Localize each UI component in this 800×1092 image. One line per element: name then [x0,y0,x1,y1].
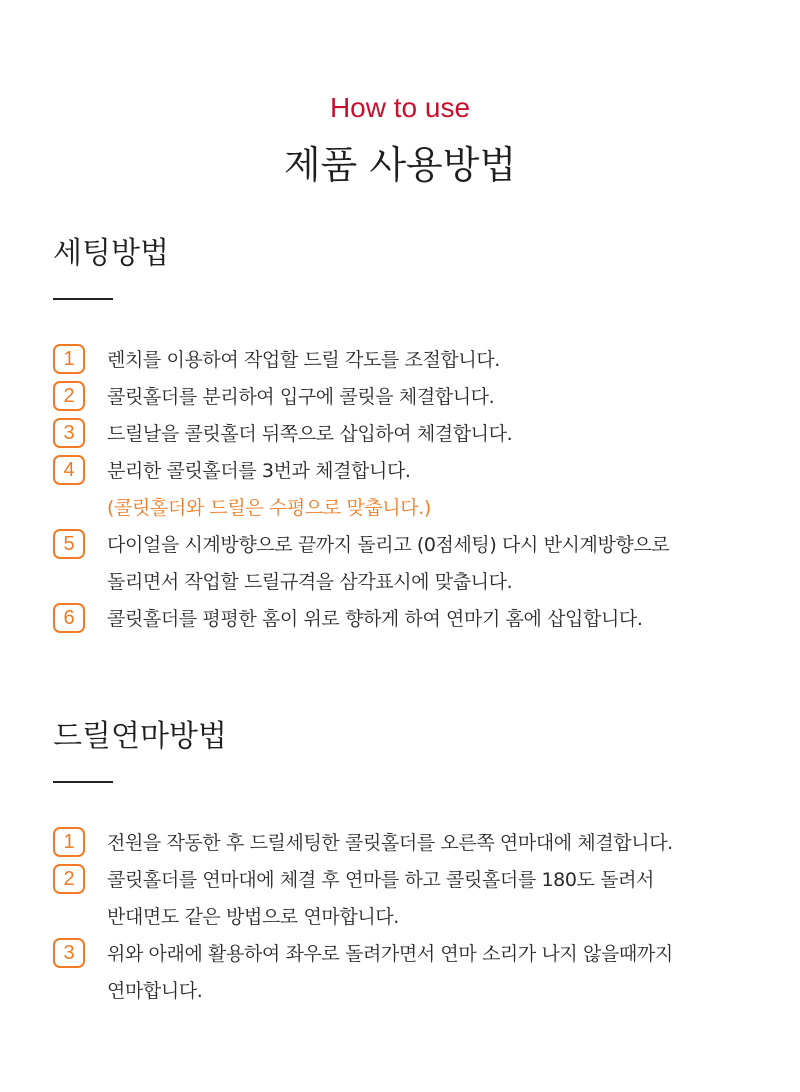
grinding-heading: 드릴연마방법 [53,719,227,754]
setting-steps [53,342,753,638]
step-number-badge: 2 [53,381,85,411]
setting-step-4 [53,453,753,527]
setting-step-5 [53,527,753,601]
step-text: 다이얼을 시계방향으로 끝까지 돌리고 (0점세팅) 다시 반시계방향으로 [107,534,670,556]
step-number-badge: 4 [53,455,85,485]
step-text: 분리한 콜릿홀더를 3번과 체결합니다. [107,460,411,482]
step-text: 드릴날을 콜릿홀더 뒤쪽으로 삽입하여 체결합니다. [107,423,513,445]
step-text: 렌치를 이용하여 작업할 드릴 각도를 조절합니다. [107,349,500,371]
page-title: 제품 사용방법 [283,143,517,187]
step-number-badge: 1 [53,344,85,374]
step-text: 전원을 작동한 후 드릴세팅한 콜릿홀더를 오른쪽 연마대에 체결합니다. [107,832,673,854]
grinding-steps [53,825,753,1010]
setting-step-2 [53,379,753,416]
grinding-section [53,717,753,1010]
step-text: 위와 아래에 활용하여 좌우로 돌려가면서 연마 소리가 나지 않을때까지 [107,943,673,965]
step-number-badge: 6 [53,603,85,633]
step-text-continued: 반대면도 같은 방법으로 연마합니다. [107,906,399,928]
step-text: 콜릿홀더를 평평한 홈이 위로 향하게 하여 연마기 홈에 삽입합니다. [107,608,643,630]
step-text: 콜릿홀더를 분리하여 입구에 콜릿을 체결합니다. [107,386,495,408]
heading-divider [53,298,113,300]
step-number-badge: 2 [53,864,85,894]
step-number-badge: 3 [53,418,85,448]
heading-divider [53,781,113,783]
subtitle: How to use [329,92,471,123]
grinding-step-3 [53,936,753,1010]
setting-section [53,234,753,638]
setting-heading: 세팅방법 [53,236,169,271]
setting-step-6 [53,601,753,638]
grinding-step-1 [53,825,753,862]
step-text: 콜릿홀더를 연마대에 체결 후 연마를 하고 콜릿홀더를 180도 돌려서 [107,869,654,891]
step-text-continued: 돌리면서 작업할 드릴규격을 삼각표시에 맞춥니다. [107,571,513,593]
setting-step-1 [53,342,753,379]
step-number-badge: 3 [53,938,85,968]
step-note: (콜릿홀더와 드릴은 수평으로 맞춥니다.) [107,497,431,519]
step-number-badge: 5 [53,529,85,559]
setting-step-3 [53,416,753,453]
step-text-continued: 연마합니다. [107,980,203,1002]
grinding-step-2 [53,862,753,936]
step-number-badge: 1 [53,827,85,857]
page-header [0,88,800,190]
